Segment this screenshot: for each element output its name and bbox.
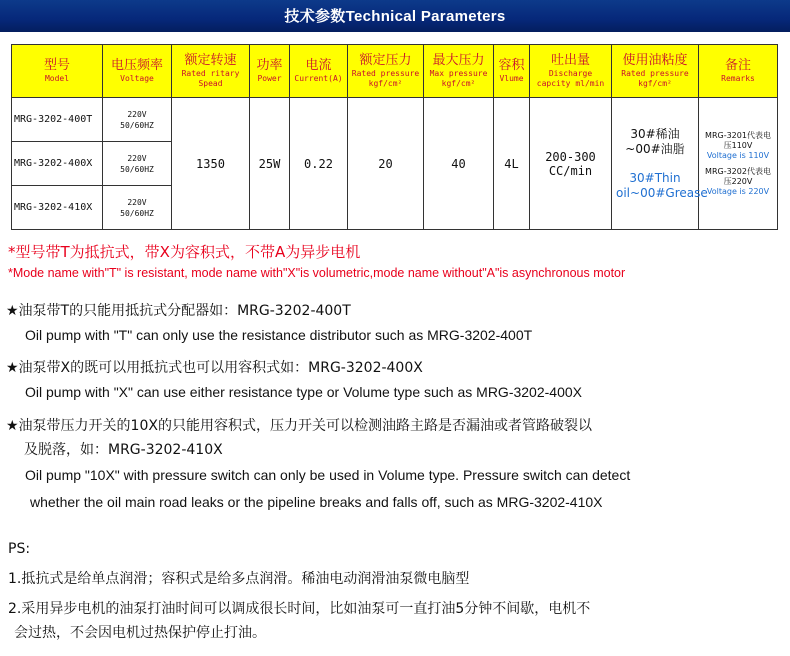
- volume-cell: 4L: [494, 98, 530, 230]
- header-remarks: 备注 Remarks: [699, 45, 778, 98]
- note-item-3-en-1: Oil pump "10X" with pressure switch can only be used in Volume type. Pressure switch can detect: [25, 467, 631, 483]
- header-current: 电流 Current(A): [290, 45, 348, 98]
- note-item-3-cn-2: 及脱落，如：MRG-3202-410X: [24, 442, 223, 458]
- header-volume: 容积 Vlume: [494, 45, 530, 98]
- ps-line-2a: 2.采用异步电机的油泵打油时间可以调成很长时间，比如油泵可一直打油5分钟不间歇，电机不: [8, 601, 591, 617]
- note-item-1-en: Oil pump with "T" can only use the resistance distributor such as MRG-3202-400T: [25, 327, 533, 343]
- discharge-cell: 200-300 CC/min: [530, 98, 612, 230]
- viscosity-cell: 30#稀油~00#油脂 30#Thin oil~00#Grease: [612, 98, 699, 230]
- model-cell: MRG-3202-400T: [12, 98, 103, 142]
- note-item-2-cn: ★油泵带X的既可以用抵抗式也可以用容积式如：MRG-3202-400X: [6, 360, 423, 376]
- table-header-row: [12, 45, 778, 98]
- model-cell: MRG-3202-400X: [12, 142, 103, 186]
- speed-cell: 1350: [172, 98, 250, 230]
- note-red-en: *Mode name with"T" is resistant, mode name with"X"is volumetric,mode name without"A"is asynchronous motor: [8, 266, 626, 280]
- header-power: 功率 Power: [250, 45, 290, 98]
- note-item-2-en: Oil pump with "X" can use either resistance type or Volume type such as MRG-3202-400X: [25, 384, 582, 400]
- voltage-cell: 220V 50/60HZ: [103, 98, 172, 142]
- note-red-cn: *型号带T为抵抗式，带X为容积式，不带A为异步电机: [8, 243, 361, 261]
- rated-pressure-cell: 20: [348, 98, 424, 230]
- ps-line-2b: 会过热，不会因电机过热保护停止打油。: [14, 625, 266, 641]
- max-pressure-cell: 40: [424, 98, 494, 230]
- ps-line-1: 1.抵抗式是给单点润滑；容积式是给多点润滑。稀油电动润滑油泵微电脑型: [8, 571, 470, 587]
- model-cell: MRG-3202-410X: [12, 186, 103, 230]
- header-voltage: 电压频率 Voltage: [103, 45, 172, 98]
- remarks-cell: MRG-3201代表电压110V Voltage is 110V MRG-3202代表电压220V Voltage is 220V: [699, 98, 778, 230]
- voltage-cell: 220V 50/60HZ: [103, 142, 172, 186]
- note-item-3-en-2: whether the oil main road leaks or the pipeline breaks and falls off, such as MRG-3202-410X: [30, 494, 603, 510]
- table-row: [12, 98, 778, 142]
- note-item-1-cn: ★油泵带T的只能用抵抗式分配器如：MRG-3202-400T: [6, 303, 351, 319]
- banner-title-en: Technical Parameters: [345, 8, 506, 25]
- section-banner: [0, 0, 790, 32]
- note-item-3-cn-1: ★油泵带压力开关的10X的只能用容积式，压力开关可以检测油路主路是否漏油或者管路破裂以: [6, 418, 592, 434]
- current-cell: 0.22: [290, 98, 348, 230]
- ps-label: PS:: [8, 541, 31, 557]
- banner-title-cn: 技术参数: [284, 8, 346, 25]
- header-discharge: 吐出量 Discharge capcity ml/min: [530, 45, 612, 98]
- header-max-pressure: 最大压力 Max pressure kgf/cm²: [424, 45, 494, 98]
- power-cell: 25W: [250, 98, 290, 230]
- header-viscosity: 使用油粘度 Rated pressure kgf/cm²: [612, 45, 699, 98]
- spec-table: [11, 44, 778, 230]
- header-model: 型号 Model: [12, 45, 103, 98]
- voltage-cell: 220V 50/60HZ: [103, 186, 172, 230]
- header-speed: 额定转速 Rated ritary Spead: [172, 45, 250, 98]
- header-rated-pressure: 额定压力 Rated pressure kgf/cm²: [348, 45, 424, 98]
